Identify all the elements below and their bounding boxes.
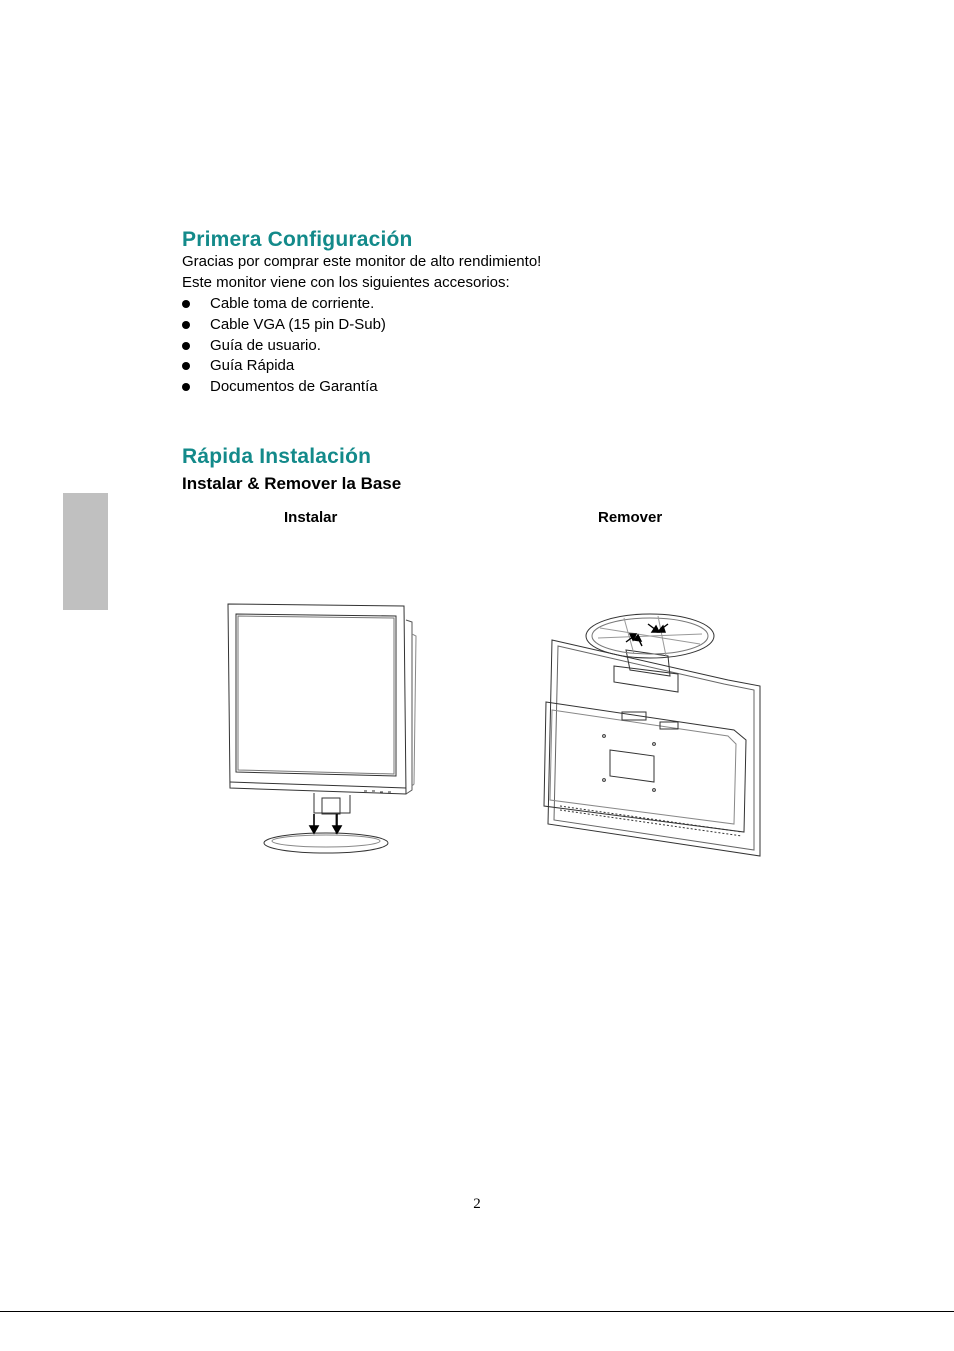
accessories-intro-text: Este monitor viene con los siguientes accesorios: [182, 274, 510, 291]
language-side-tab [63, 493, 108, 610]
bullet-icon [182, 362, 190, 370]
remove-base-illustration [538, 610, 763, 858]
intro-text: Gracias por comprar este monitor de alto rendimiento! [182, 253, 542, 270]
list-item [182, 337, 386, 358]
bullet-icon [182, 300, 190, 308]
list-item [182, 295, 386, 316]
bullet-icon [182, 321, 190, 329]
install-figure-label: Instalar [284, 509, 338, 526]
subsection-title: Instalar & Remover la Base [182, 474, 402, 493]
list-item [182, 378, 386, 399]
footer-rule [0, 1311, 954, 1312]
list-item-text: Guía Rápida [210, 357, 295, 375]
list-item [182, 357, 386, 378]
install-base-illustration [224, 598, 419, 858]
page-number: 2 [473, 1196, 481, 1212]
list-item-text: Documentos de Garantía [210, 378, 378, 396]
bullet-icon [182, 383, 190, 391]
bullet-icon [182, 342, 190, 350]
section-title-rapida-instalacion: Rápida Instalación [182, 445, 372, 468]
remove-figure-label: Remover [598, 509, 663, 526]
list-item [182, 316, 386, 337]
section-title-primera-configuracion: Primera Configuración [182, 228, 413, 251]
accessories-list [182, 295, 386, 399]
list-item-text: Guía de usuario. [210, 336, 321, 354]
list-item-text: Cable VGA (15 pin D-Sub) [210, 315, 386, 333]
list-item-text: Cable toma de corriente. [210, 295, 375, 312]
